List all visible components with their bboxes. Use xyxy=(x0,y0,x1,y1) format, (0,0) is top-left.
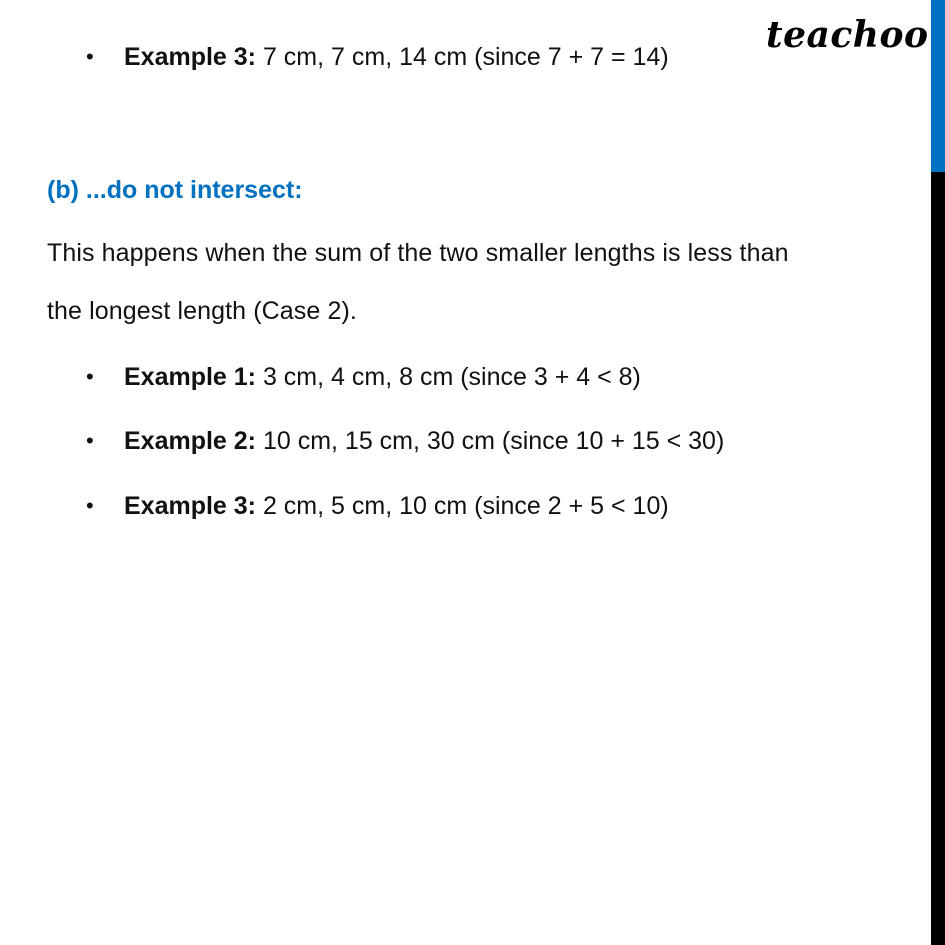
item-label: Example 3: xyxy=(124,492,257,520)
item-label: Example 1: xyxy=(124,363,257,391)
list-item xyxy=(124,42,669,72)
bullet-icon: • xyxy=(86,493,94,518)
section-heading: (b) ...do not intersect: xyxy=(47,176,303,204)
item-text: 10 cm, 15 cm, 30 cm (since 10 + 15 < 30) xyxy=(256,427,725,455)
bullet-icon: • xyxy=(86,364,94,389)
item-text: 3 cm, 4 cm, 8 cm (since 3 + 4 < 8) xyxy=(256,363,641,391)
teachoo-logo: teachoo xyxy=(766,14,929,56)
item-label: Example 3: xyxy=(124,43,257,71)
item-text: 7 cm, 7 cm, 14 cm (since 7 + 7 = 14) xyxy=(256,43,669,71)
item-text: 2 cm, 5 cm, 10 cm (since 2 + 5 < 10) xyxy=(256,492,669,520)
bullet-icon: • xyxy=(86,44,94,69)
accent-bar-black xyxy=(931,172,945,945)
item-label: Example 2: xyxy=(124,427,257,455)
paragraph-line-2: the longest length (Case 2). xyxy=(47,297,357,325)
list-item xyxy=(124,491,669,521)
paragraph-line-1: This happens when the sum of the two smaller lengths is less than xyxy=(47,239,789,267)
accent-bar-blue xyxy=(931,0,945,172)
list-item xyxy=(124,362,641,392)
bullet-icon: • xyxy=(86,428,94,453)
list-item xyxy=(124,426,724,456)
